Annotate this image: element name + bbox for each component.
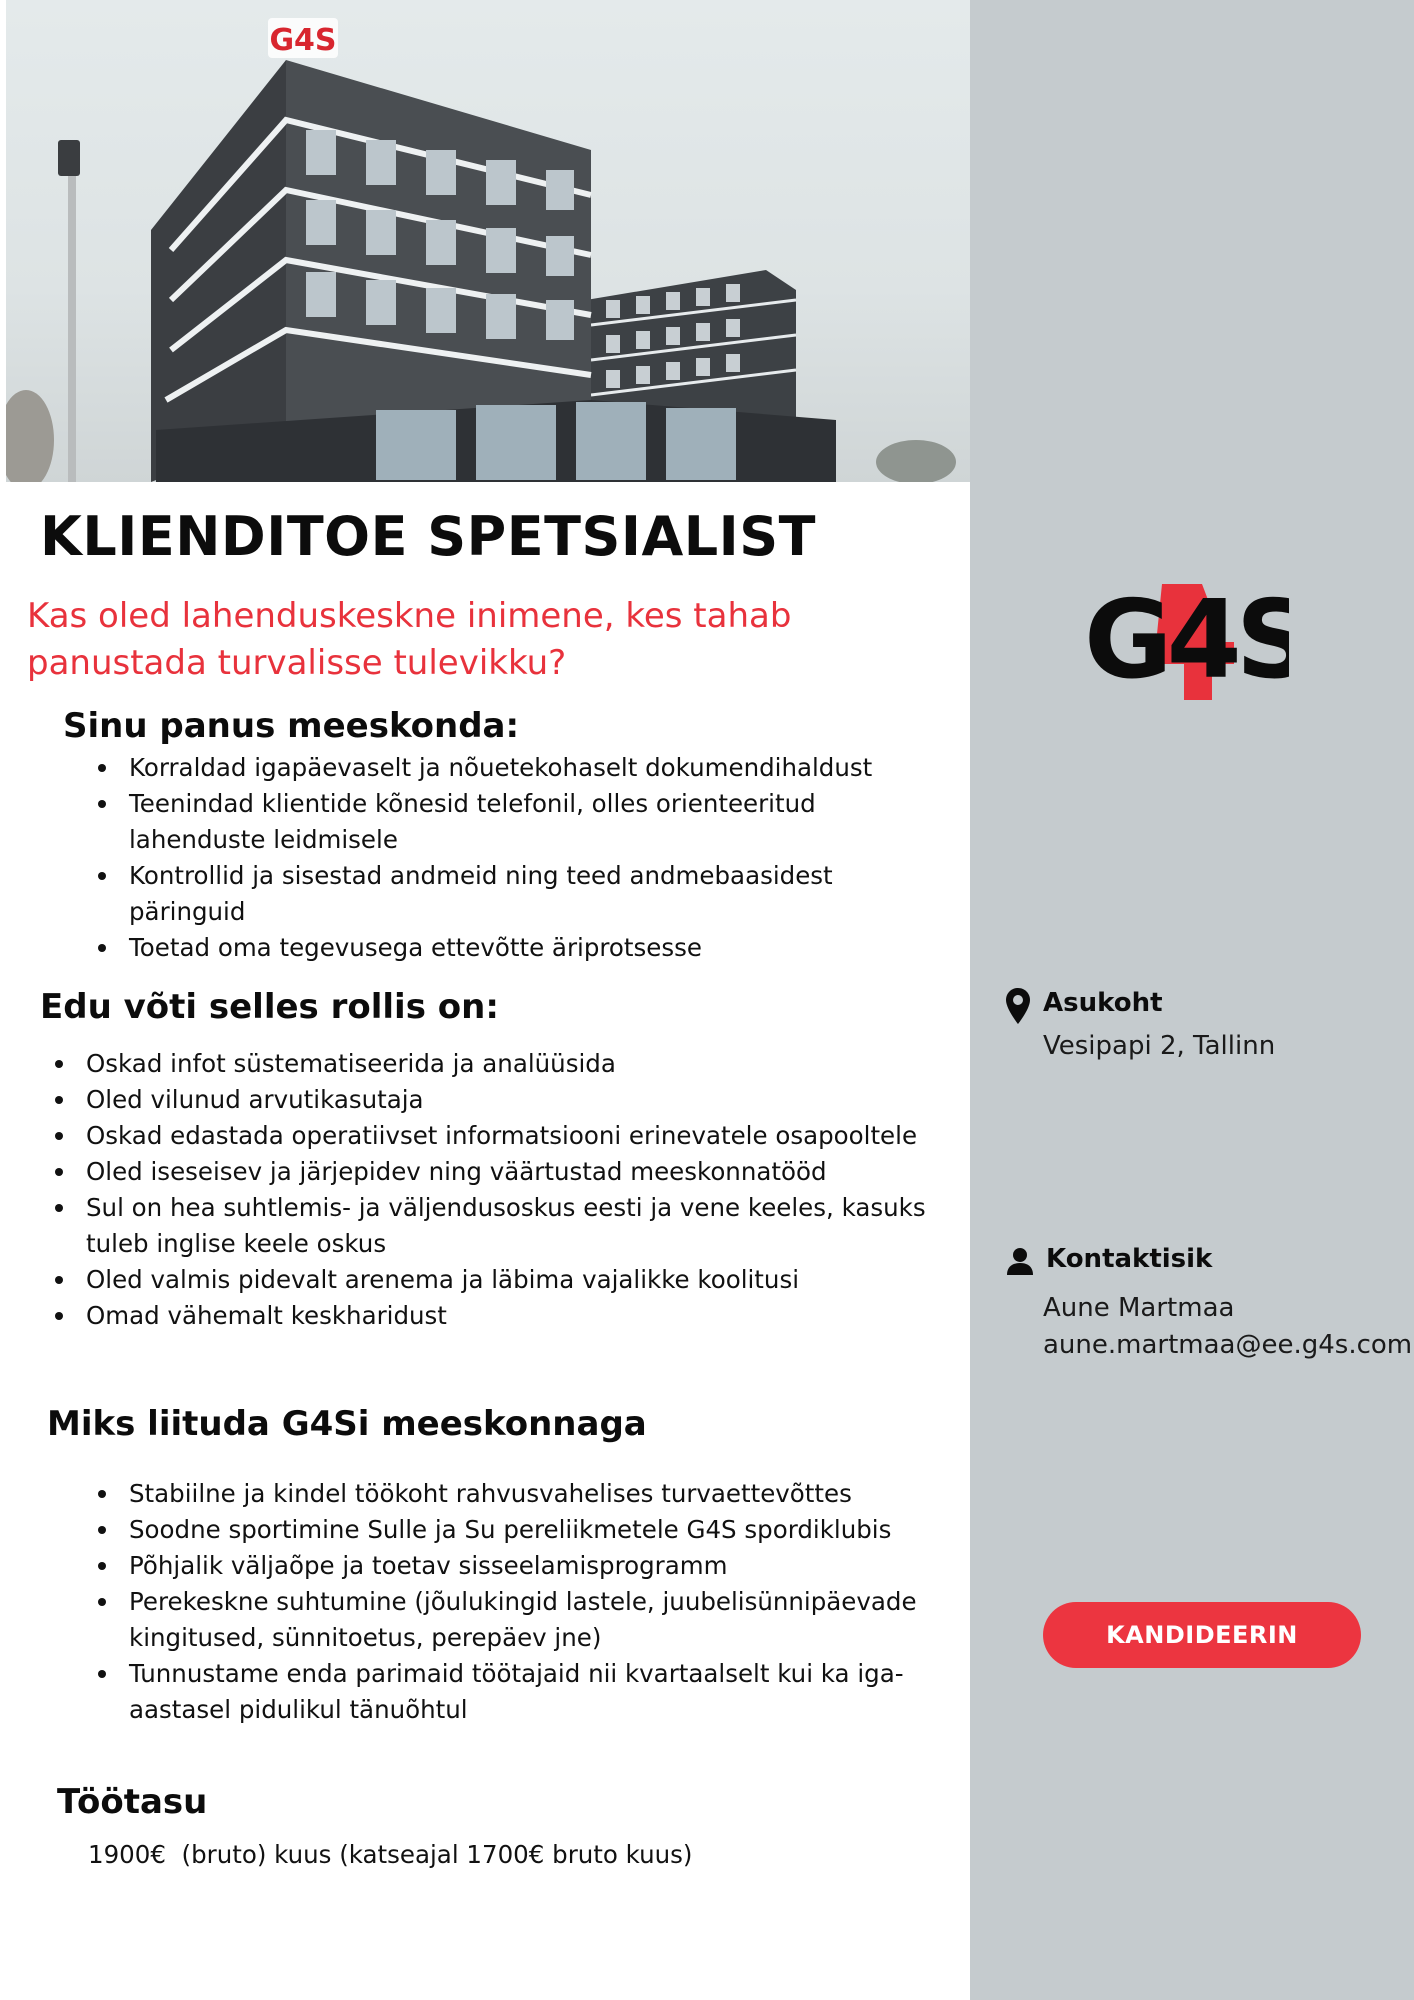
contact-label: Kontaktisik bbox=[1046, 1244, 1213, 1274]
success-heading: Edu võti selles rollis on: bbox=[40, 987, 499, 1027]
list-item: Oskad edastada operatiivset informatsiooni erinevatele osapooltele bbox=[51, 1118, 951, 1154]
list-item: Omad vähemalt keskharidust bbox=[51, 1298, 951, 1334]
benefits-list bbox=[94, 1476, 924, 1728]
list-item: Perekeskne suhtumine (jõulukingid lastele, juubelisünnipäevade kingitused, sünnitoetus, perepäev jne) bbox=[94, 1584, 924, 1656]
list-item: Toetad oma tegevusega ettevõtte äriprotsesse bbox=[94, 930, 954, 966]
salary-heading: Töötasu bbox=[57, 1782, 208, 1822]
list-item: Teenindad klientide kõnesid telefonil, olles orienteeritud lahenduste leidmisele bbox=[94, 786, 954, 858]
contribution-list bbox=[94, 750, 954, 966]
sidebar-panel bbox=[970, 0, 1414, 2000]
list-item: Soodne sportimine Sulle ja Su pereliikmetele G4S spordiklubis bbox=[94, 1512, 924, 1548]
hero-building-photo bbox=[6, 0, 970, 482]
logo-text: G4S bbox=[1084, 582, 1289, 702]
apply-button[interactable]: KANDIDEERIN bbox=[1043, 1602, 1361, 1668]
job-title: KLIENDITOE SPETSIALIST bbox=[40, 505, 816, 568]
list-item: Oled valmis pidevalt arenema ja läbima vajalikke koolitusi bbox=[51, 1262, 951, 1298]
list-item: Sul on hea suhtlemis- ja väljendusoskus eesti ja vene keeles, kasuks tuleb inglise keele oskus bbox=[51, 1190, 951, 1262]
job-tagline: Kas oled lahenduskeskne inimene, kes tahab panustada turvalisse tulevikku? bbox=[27, 596, 792, 683]
list-item: Stabiilne ja kindel töökoht rahvusvahelises turvaettevõttes bbox=[94, 1476, 924, 1512]
location-value: Vesipapi 2, Tallinn bbox=[1043, 1031, 1276, 1061]
list-item: Tunnustame enda parimaid töötajaid nii kvartaalselt kui ka iga-aastasel pidulikul tänuõhtul bbox=[94, 1656, 924, 1728]
salary-text: 1900€ (bruto) kuus (katseajal 1700€ bruto kuus) bbox=[88, 1840, 693, 1869]
location-label: Asukoht bbox=[1043, 988, 1163, 1018]
person-icon bbox=[1006, 1247, 1034, 1275]
contact-name: Aune Martmaa bbox=[1043, 1293, 1235, 1323]
success-list bbox=[51, 1046, 951, 1334]
list-item: Kontrollid ja sisestad andmeid ning teed andmebaasidest päringuid bbox=[94, 858, 954, 930]
list-item: Oled vilunud arvutikasutaja bbox=[51, 1082, 951, 1118]
g4s-logo bbox=[1084, 582, 1289, 706]
contribution-heading: Sinu panus meeskonda: bbox=[63, 706, 520, 746]
list-item: Oskad infot süstematiseerida ja analüüsida bbox=[51, 1046, 951, 1082]
contact-email[interactable]: aune.martmaa@ee.g4s.com bbox=[1043, 1330, 1413, 1360]
building-sign-text: G4S bbox=[269, 23, 337, 58]
benefits-heading: Miks liituda G4Si meeskonnaga bbox=[47, 1404, 647, 1444]
list-item: Põhjalik väljaõpe ja toetav sisseelamisprogramm bbox=[94, 1548, 924, 1584]
location-pin-icon bbox=[1006, 988, 1030, 1024]
list-item: Oled iseseisev ja järjepidev ning väärtustad meeskonnatööd bbox=[51, 1154, 951, 1190]
list-item: Korraldad igapäevaselt ja nõuetekohaselt dokumendihaldust bbox=[94, 750, 954, 786]
